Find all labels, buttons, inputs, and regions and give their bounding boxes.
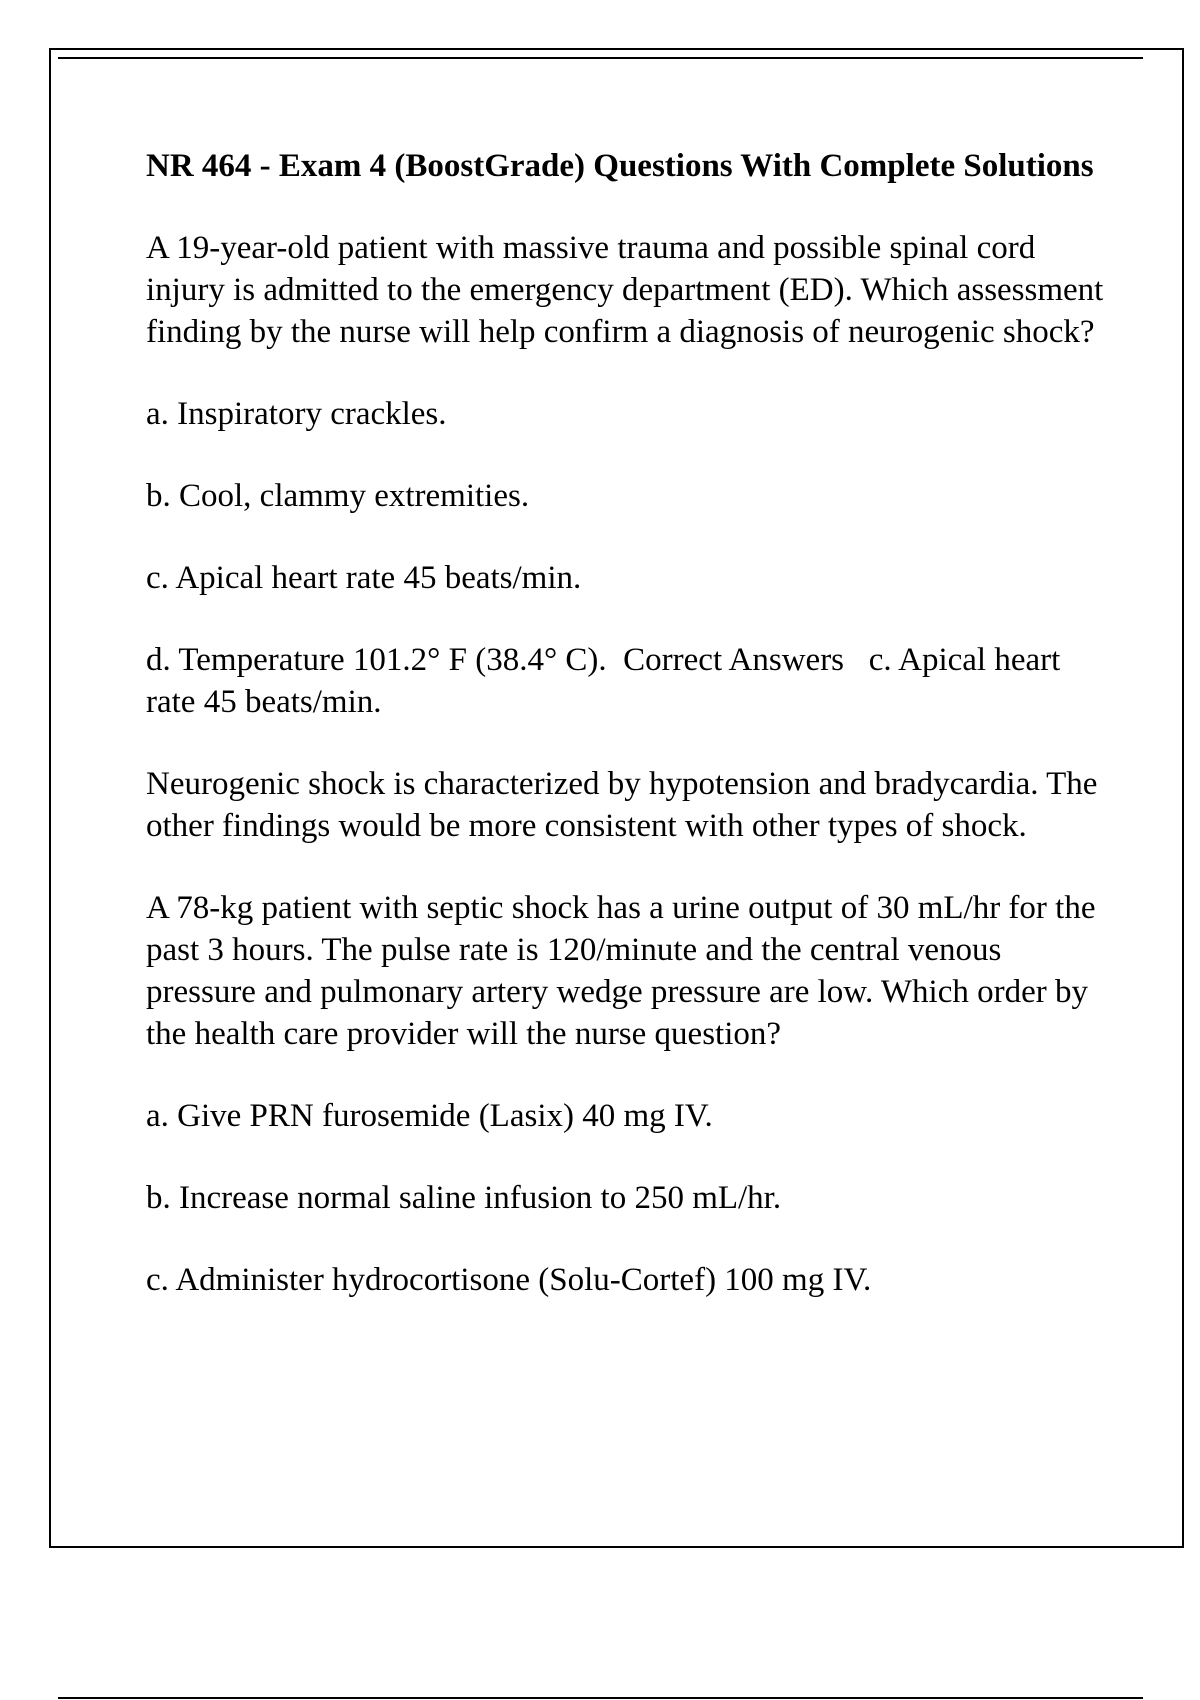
question-1-option-d-with-answer bbox=[146, 639, 1106, 723]
document-title: NR 464 - Exam 4 (BoostGrade) Questions With Complete Solutions bbox=[146, 148, 1094, 184]
question-1-option-b: b. Cool, clammy extremities. bbox=[146, 478, 530, 514]
question-2-option-c: c. Administer hydrocortisone (Solu-Cortef) 100 mg IV. bbox=[146, 1262, 872, 1298]
document-body bbox=[146, 145, 1106, 1341]
question-1-option-a: a. Inspiratory crackles. bbox=[146, 396, 447, 432]
correct-answers-label: Correct Answers bbox=[623, 642, 845, 678]
question-1-option-c: c. Apical heart rate 45 beats/min. bbox=[146, 560, 582, 596]
question-1-stem: A 19-year-old patient with massive trauma and possible spinal cord injury is admitted to the emergency department (ED). Which assessment finding by the nurse will help confirm a diagnosis of neurogenic shock? bbox=[146, 230, 1104, 350]
bottom-rule bbox=[58, 1697, 1143, 1699]
question-1-option-d: d. Temperature 101.2° F (38.4° C). bbox=[146, 642, 607, 678]
question-2-stem: A 78-kg patient with septic shock has a urine output of 30 mL/hr for the past 3 hours. The pulse rate is 120/minute and the central venous pressure and pulmonary artery wedge pressure are low. Which order by the health care provider will the nurse question? bbox=[146, 890, 1096, 1052]
question-2-option-b: b. Increase normal saline infusion to 250 mL/hr. bbox=[146, 1180, 782, 1216]
correct-answer-text: c. Apical heart rate 45 beats/min. bbox=[146, 642, 1061, 720]
question-1-rationale: Neurogenic shock is characterized by hypotension and bradycardia. The other findings would be more consistent with other types of shock. bbox=[146, 766, 1098, 844]
question-2-option-a: a. Give PRN furosemide (Lasix) 40 mg IV. bbox=[146, 1098, 713, 1134]
